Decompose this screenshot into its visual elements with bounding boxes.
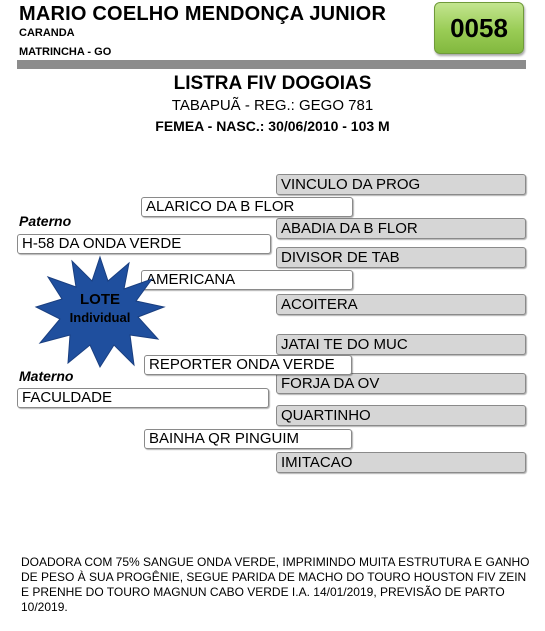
animal-description: DOADORA COM 75% SANGUE ONDA VERDE, IMPRIMINDO MUITA ESTRUTURA E GANHO DE PESO À SUA PROGÊNIE, SEGUE PARIDA DE MACHO DO TOURO HOUSTON FIV ZEIN E PRENHE DO TOURO MAGNUN CABO VERDE I.A. 14/01/2019, PREVISÃO DE PARTO 10/2019. [21,555,530,614]
pedigree-maternal-grandsire: REPORTER ONDA VERDE [144,355,352,375]
animal-sex-birth: FEMEA - NASC.: 30/06/2010 - 103 M [155,118,390,134]
animal-name: LISTRA FIV DOGOIAS [173,73,372,94]
pedigree-maternal-grandsire-sire: JATAI TE DO MUC [276,334,526,355]
pedigree-maternal-granddam-sire: QUARTINHO [276,405,526,426]
badge-line-2: Individual [69,310,131,325]
pedigree-paternal-granddam-sire: DIVISOR DE TAB [276,247,526,268]
paternal-label: Paterno [19,213,72,229]
pedigree-maternal-grandsire-dam: FORJA DA OV [276,373,526,394]
pedigree-maternal-granddam-dam: IMITACAO [276,452,526,473]
farm-location: MATRINCHA - GO [19,46,112,58]
pedigree-maternal-granddam: BAINHA QR PINGUIM [144,429,352,449]
animal-registry: TABAPUÃ - REG.: GEGO 781 [171,97,374,114]
pedigree-paternal-granddam: AMERICANA [141,270,353,290]
pedigree-paternal-grandsire: ALARICO DA B FLOR [141,197,353,217]
pedigree-dam: FACULDADE [17,388,269,408]
maternal-label: Materno [19,368,74,384]
badge-line-1: LOTE [80,291,120,308]
pedigree-sire: H-58 DA ONDA VERDE [17,234,271,254]
pedigree-paternal-granddam-dam: ACOITERA [276,294,526,315]
lot-number-badge: 0058 [434,2,524,54]
pedigree-paternal-grandsire-dam: ABADIA DA B FLOR [276,218,526,239]
farm-name: CARANDA [19,27,75,39]
owner-name: MARIO COELHO MENDONÇA JUNIOR [19,3,387,25]
header-divider [17,60,526,69]
pedigree-paternal-grandsire-sire: VINCULO DA PROG [276,174,526,195]
